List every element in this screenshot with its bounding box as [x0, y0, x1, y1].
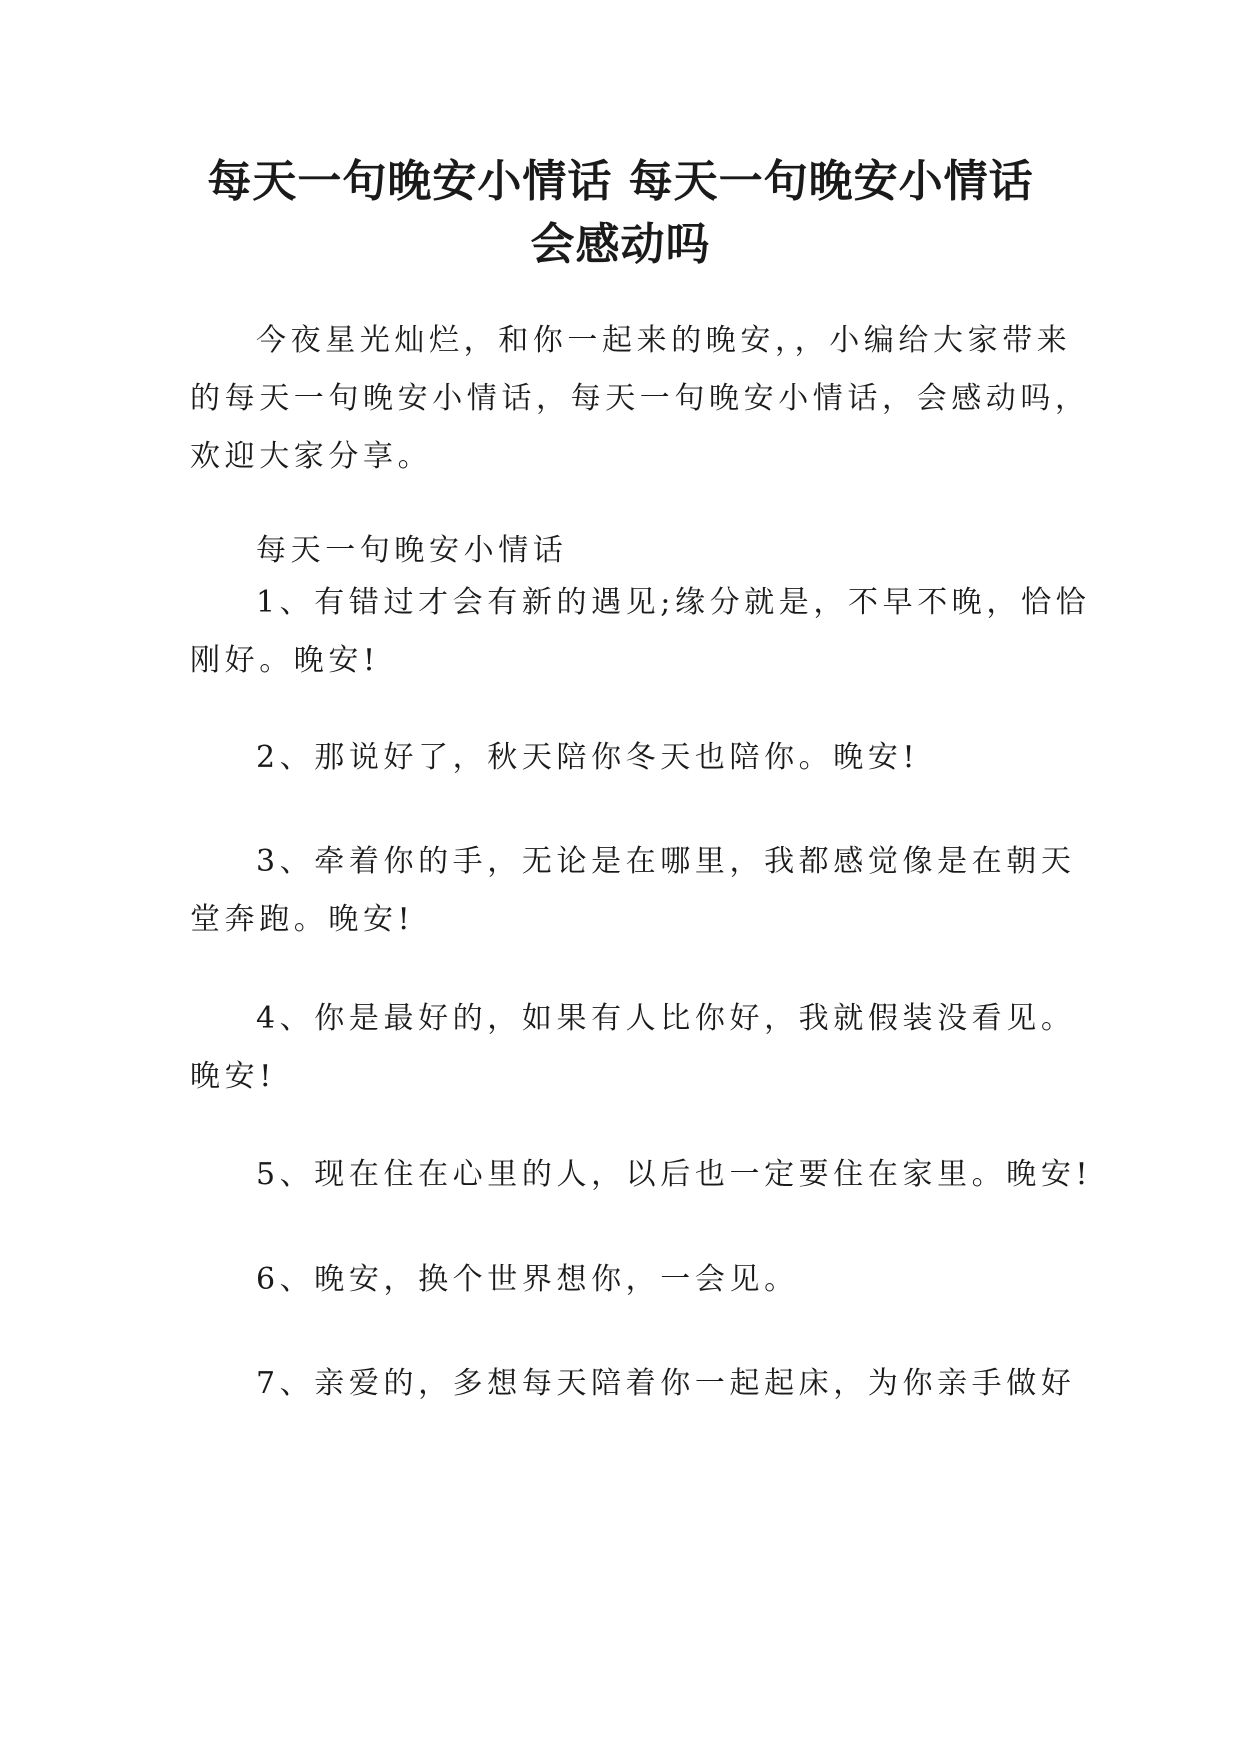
- list-item-line: 3、牵着你的手，无论是在哪里，我都感觉像是在朝天: [256, 844, 1076, 879]
- list-item-1: [190, 574, 1091, 690]
- section-heading-text: 每天一句晚安小情话: [256, 533, 568, 568]
- list-item-6: [190, 1251, 1070, 1309]
- list-item-7: [190, 1355, 1076, 1413]
- list-item-5: [190, 1146, 1093, 1204]
- list-item-line: 5、现在住在心里的人，以后也一定要住在家里。晚安!: [256, 1157, 1093, 1192]
- list-item-line: 7、亲爱的，多想每天陪着你一起起床，为你亲手做好: [256, 1366, 1076, 1401]
- list-item-line: 刚好。晚安!: [190, 643, 380, 678]
- list-item-4: [190, 990, 1076, 1106]
- list-item-line: 晚安!: [190, 1059, 276, 1094]
- document-title-line-2: 会感动吗: [530, 219, 711, 270]
- list-item-line: 1、有错过才会有新的遇见;缘分就是，不早不晚，恰恰: [256, 585, 1091, 620]
- list-item-line: 4、你是最好的，如果有人比你好，我就假装没看见。: [256, 1001, 1076, 1036]
- list-item-line: 2、那说好了，秋天陪你冬天也陪你。晚安!: [256, 740, 920, 775]
- list-item-line: 堂奔跑。晚安!: [190, 902, 415, 937]
- intro-line: 的每天一句晚安小情话，每天一句晚安小情话，会感动吗，: [190, 381, 1090, 416]
- list-item-2: [190, 729, 1070, 787]
- list-item-3: [190, 833, 1076, 949]
- intro-line: 今夜星光灿烂，和你一起来的晚安，，小编给大家带来: [256, 323, 1072, 358]
- list-item-line: 6、晚安，换个世界想你，一会见。: [256, 1262, 799, 1297]
- section-heading: [190, 522, 1070, 580]
- document-title-line-1: 每天一句晚安小情话 每天一句晚安小情话: [207, 156, 1034, 207]
- intro-line: 欢迎大家分享。: [190, 439, 433, 474]
- intro-paragraph: [190, 312, 1090, 486]
